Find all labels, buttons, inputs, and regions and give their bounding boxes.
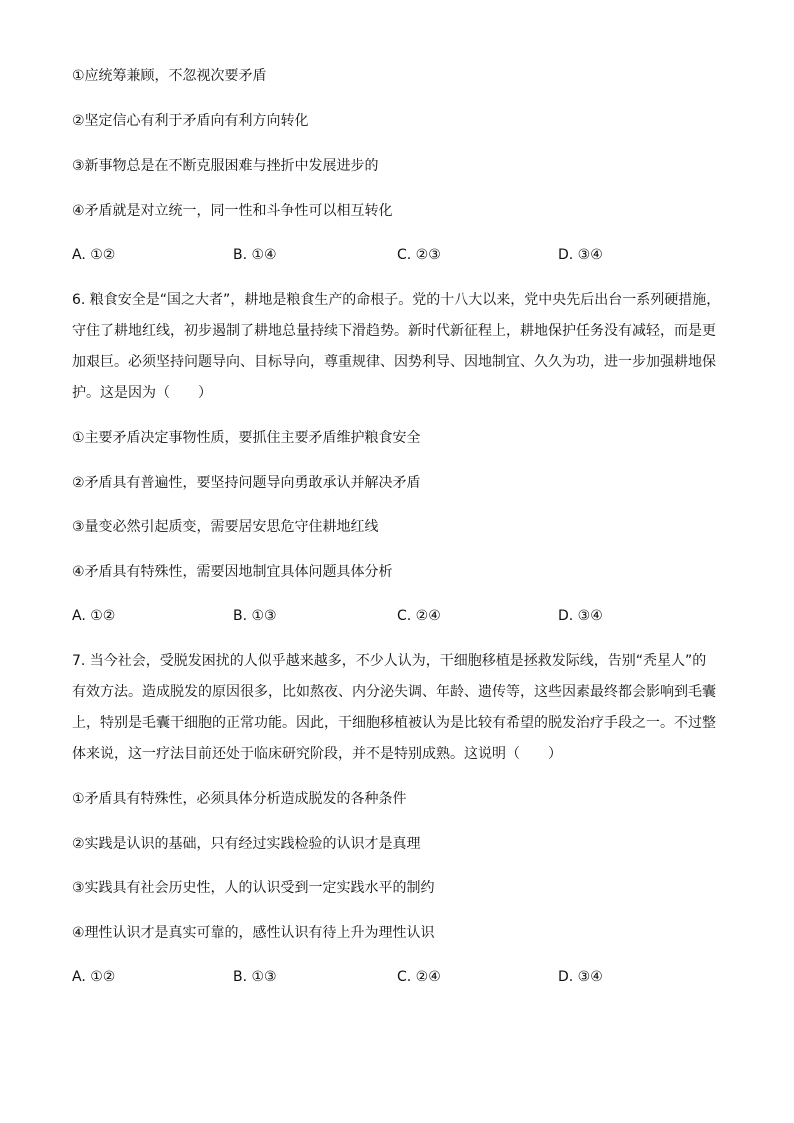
q5-option-a: A. ①② [72, 247, 116, 263]
q5-option-d: D. ③④ [558, 247, 603, 263]
q7-statement-1: ①矛盾具有特殊性，必须具体分析造成脱发的各种条件 [72, 791, 407, 807]
q5-statement-2: ②坚定信心有利于矛盾向有利方向转化 [72, 113, 309, 129]
q5-option-c: C. ②③ [397, 247, 441, 263]
q6-statement-1: ①主要矛盾决定事物性质，要抓住主要矛盾维护粮食安全 [72, 430, 421, 446]
q5-statement-4: ④矛盾就是对立统一，同一性和斗争性可以相互转化 [72, 203, 393, 219]
q7-option-d: D. ③④ [558, 969, 603, 985]
q5-statement-1: ①应统筹兼顾，不忽视次要矛盾 [72, 68, 267, 84]
q6-statement-2: ②矛盾具有普遍性，要坚持问题导向勇敢承认并解决矛盾 [72, 475, 421, 491]
q6-option-c: C. ②④ [397, 608, 441, 624]
q7-statement-2: ②实践是认识的基础，只有经过实践检验的认识才是真理 [72, 836, 421, 852]
q6-stem-line-4: 护。这是因为（ ） [72, 385, 212, 401]
q6-option-d: D. ③④ [558, 608, 603, 624]
q7-stem-line-1: 7. 当今社会，受脱发困扰的人似乎越来越多，不少人认为，干细胞移植是拯救发际线，告别“秃星人”的 [72, 653, 707, 669]
q7-statement-4: ④理性认识才是真实可靠的，感性认识有待上升为理性认识 [72, 925, 435, 941]
q7-stem-line-3: 上，特别是毛囊干细胞的正常功能。因此，干细胞移植被认为是比较有希望的脱发治疗手段之一。不过整 [72, 715, 716, 731]
q7-option-b: B. ①③ [233, 969, 277, 985]
q5-option-b: B. ①④ [233, 247, 277, 263]
q6-option-b: B. ①③ [233, 608, 277, 624]
q7-stem-line-4: 体来说，这一疗法目前还处于临床研究阶段，并不是特别成熟。这说明（ ） [72, 746, 562, 762]
q7-stem-line-2: 有效方法。造成脱发的原因很多，比如熬夜、内分泌失调、年龄、遗传等，这些因素最终都会影响到毛囊 [72, 684, 716, 700]
q5-statement-3: ③新事物总是在不断克服困难与挫折中发展进步的 [72, 158, 379, 174]
q6-stem-line-2: 守住了耕地红线，初步遏制了耕地总量持续下滑趋势。新时代新征程上，耕地保护任务没有减轻，而是更 [72, 323, 716, 339]
q6-stem-line-3: 加艰巨。必须坚持问题导向、目标导向，尊重规律、因势利导、因地制宜、久久为功，进一步加强耕地保 [72, 354, 716, 370]
q6-statement-4: ④矛盾具有特殊性，需要因地制宜具体问题具体分析 [72, 564, 393, 580]
q7-option-a: A. ①② [72, 969, 116, 985]
q7-statement-3: ③实践具有社会历史性，人的认识受到一定实践水平的制约 [72, 880, 435, 896]
q6-option-a: A. ①② [72, 608, 116, 624]
q6-stem-line-1: 6. 粮食安全是“国之大者”，耕地是粮食生产的命根子。党的十八大以来，党中央先后出台一系列硬措施， [72, 292, 721, 308]
q7-option-c: C. ②④ [397, 969, 441, 985]
q6-statement-3: ③量变必然引起质变，需要居安思危守住耕地红线 [72, 519, 379, 535]
